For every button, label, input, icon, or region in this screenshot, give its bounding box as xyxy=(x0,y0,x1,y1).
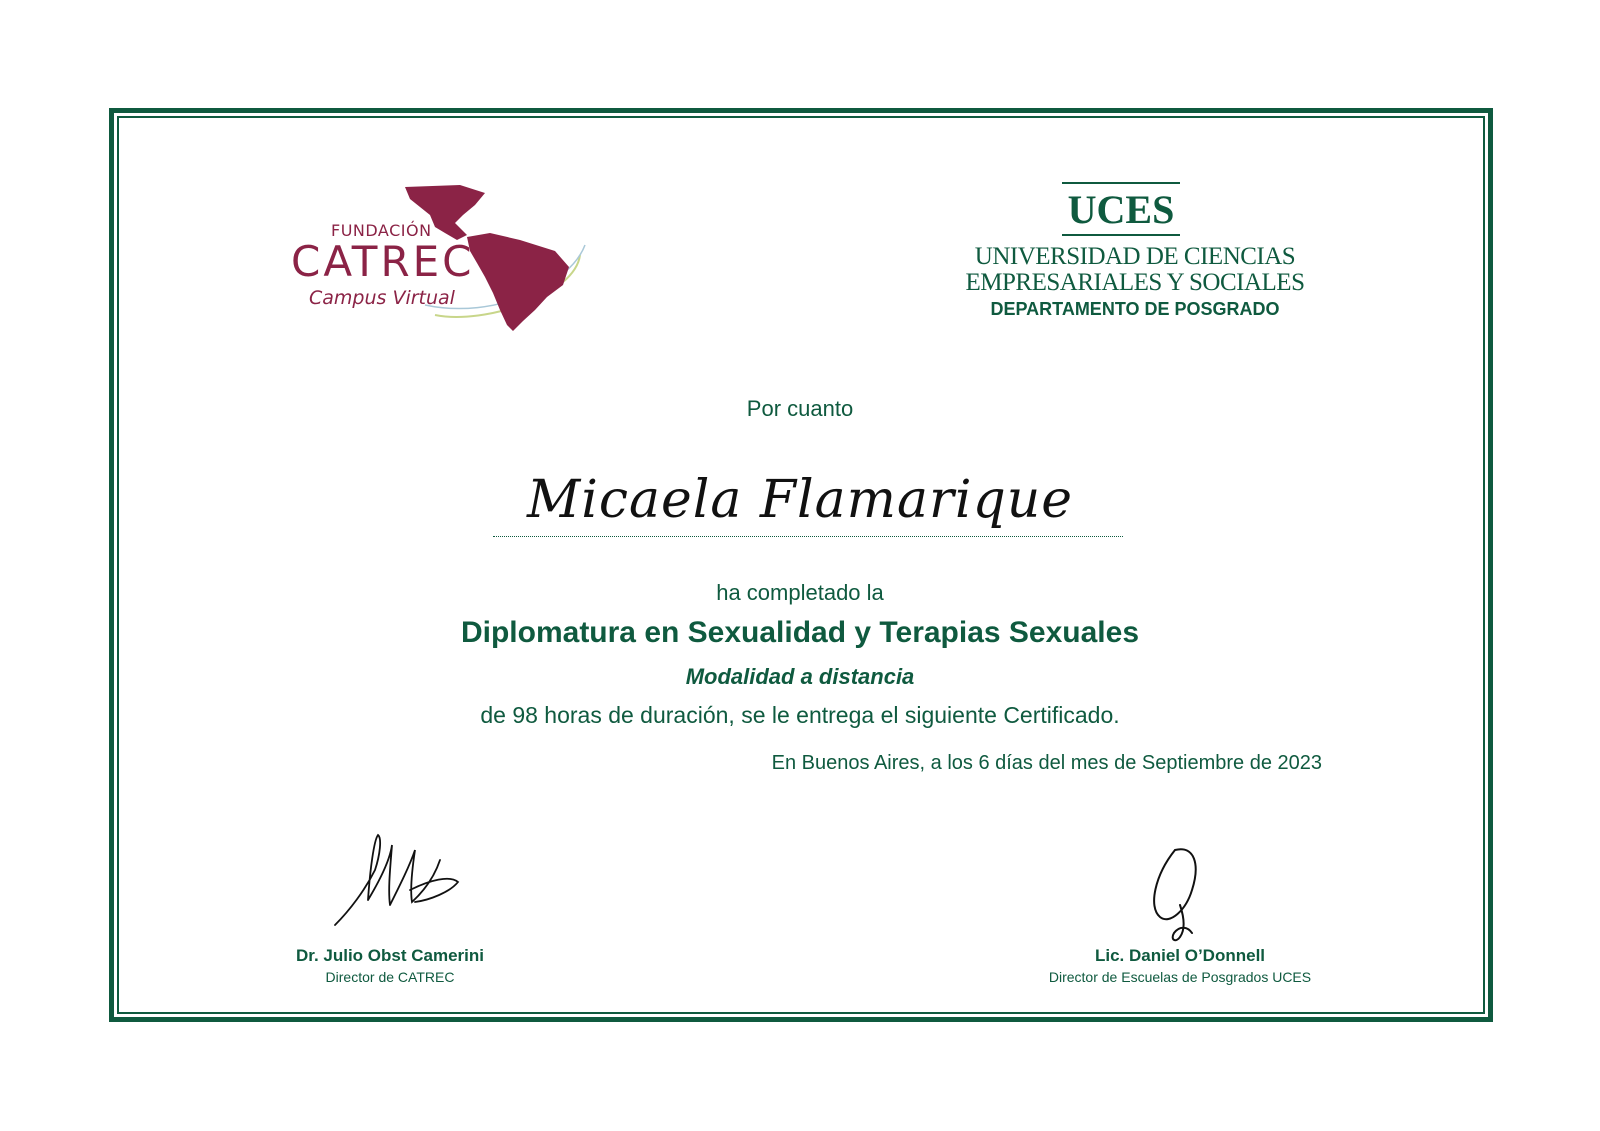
catrec-campus-subtitle: Campus Virtual xyxy=(309,287,455,309)
uces-department: DEPARTAMENTO DE POSGRADO xyxy=(990,299,1280,319)
signer-right-title: Director de Escuelas de Posgrados UCES xyxy=(1048,969,1312,985)
uces-logo xyxy=(950,178,1320,328)
uces-name-line-2: EMPRESARIALES Y SOCIALES xyxy=(965,269,1305,296)
signature-left xyxy=(330,830,480,940)
duration-text: de 98 horas de duración, se le entrega el siguiente Certificado. xyxy=(480,702,1120,728)
signer-left-name: Dr. Julio Obst Camerini xyxy=(296,946,484,965)
intro-text: Por cuanto xyxy=(746,396,854,421)
signer-left-title: Director de CATREC xyxy=(325,969,455,985)
uces-name-line-1: UNIVERSIDAD DE CIENCIAS xyxy=(974,243,1296,270)
program-title: Diplomatura en Sexualidad y Terapias Sexuales xyxy=(460,616,1140,649)
recipient-name: Micaela Flamarique xyxy=(527,470,1073,530)
signature-right xyxy=(1140,845,1220,945)
catrec-logo xyxy=(285,185,605,335)
recipient-name-underline xyxy=(493,536,1123,537)
completed-text: ha completado la xyxy=(716,580,884,605)
uces-acronym: UCES xyxy=(1062,182,1180,236)
program-modality: Modalidad a distancia xyxy=(685,664,915,689)
catrec-fundacion-label: FUNDACIÓN xyxy=(331,221,432,240)
issue-date-text: En Buenos Aires, a los 6 días del mes de Septiembre de 2023 xyxy=(771,752,1322,774)
catrec-name: CATREC xyxy=(291,237,475,286)
signer-right-name: Lic. Daniel O’Donnell xyxy=(1094,946,1266,965)
